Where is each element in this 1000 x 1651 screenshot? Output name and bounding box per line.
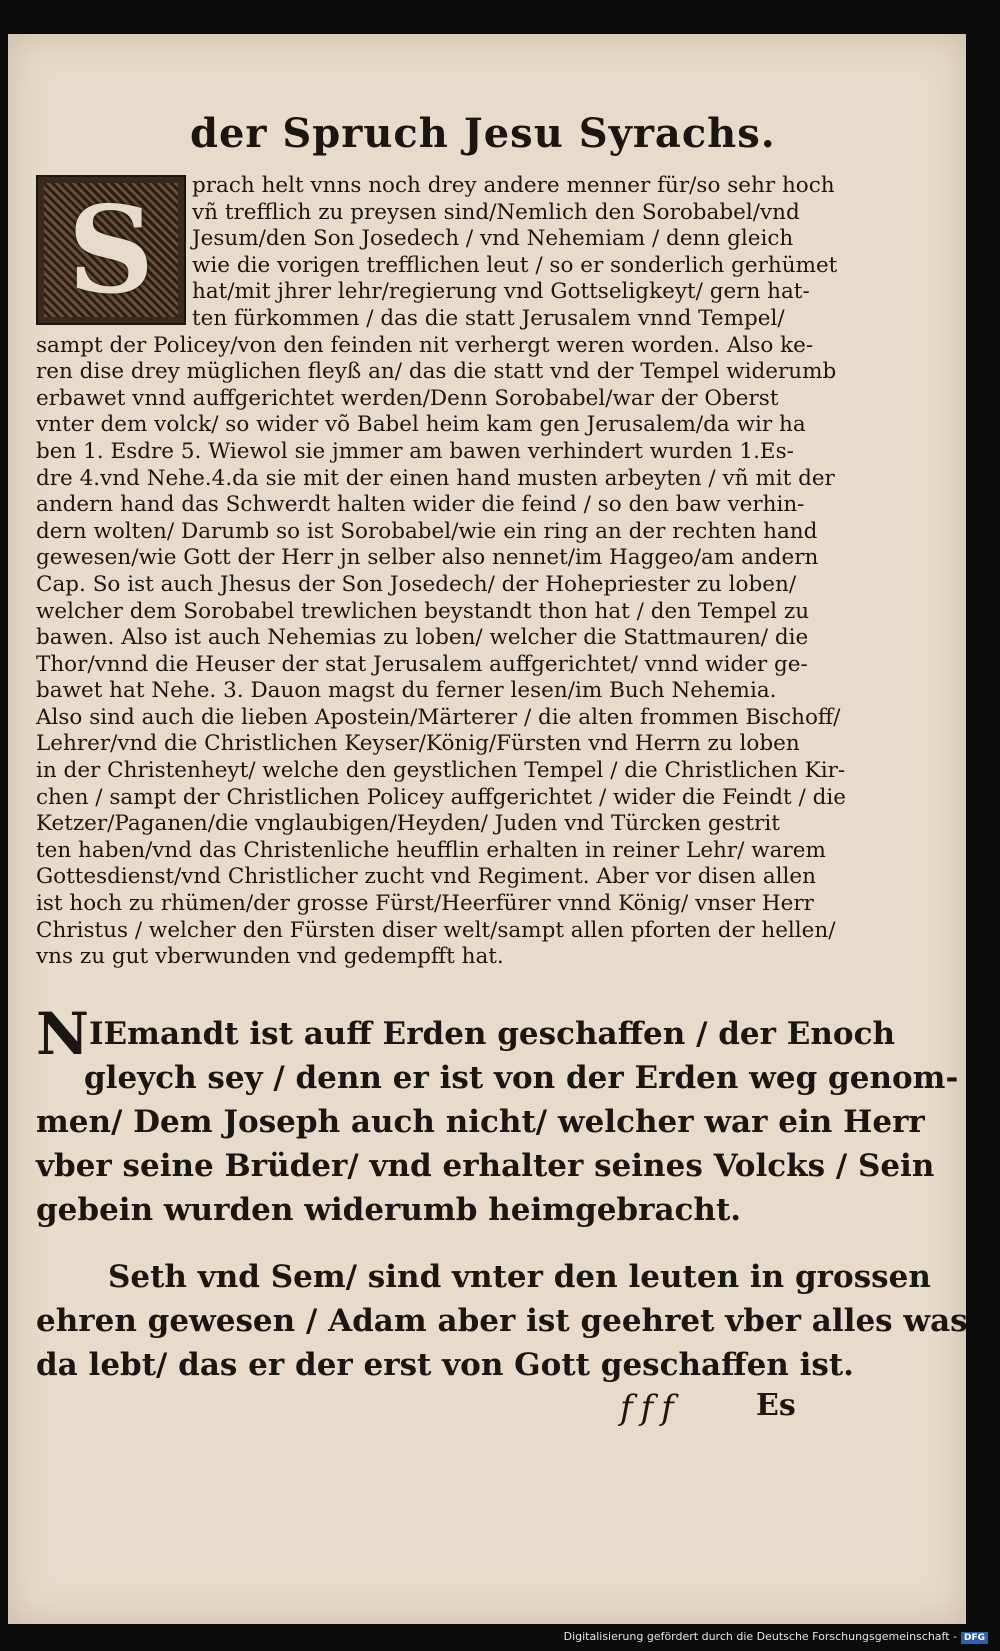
text-line: hat/mit jhrer lehr/regierung vnd Gottseligkeyt/ gern hat- — [192, 279, 810, 305]
text-line: bawen. Also ist auch Nehemias zu loben/ welcher die Stattmauren/ die — [36, 625, 809, 651]
text-line: Also sind auch die lieben Apostein/Märterer / die alten frommen Bischoff/ — [36, 704, 841, 730]
text-line: gleych sey / denn er ist von der Erden weg genom- — [84, 1060, 959, 1096]
text-line: Jesum/den Son Josedech / vnd Nehemiam / denn gleich — [192, 226, 794, 252]
text-segment: IEmandt ist auff Erden geschaffen / der Enoch — [89, 1016, 896, 1052]
text-line: Seth vnd Sem/ sind vnter den leuten in grossen — [108, 1259, 931, 1295]
paragraph-2 — [36, 1000, 959, 1232]
text-line: dern wolten/ Darumb so ist Sorobabel/wie ein ring an der rechten hand — [36, 518, 818, 544]
text-line: gebein wurden widerumb heimgebracht. — [36, 1192, 742, 1228]
text-line: chen / sampt der Christlichen Policey auffgerichtet / wider die Feindt / die — [36, 784, 846, 810]
text-line: erbawet vnnd auffgerichtet werden/Denn Sorobabel/war der Oberst — [36, 385, 779, 411]
text-line: vber seine Brüder/ vnd erhalter seines Volcks / Sein — [36, 1148, 935, 1184]
digitization-footer — [564, 1630, 988, 1644]
signature-mark: fff — [620, 1388, 682, 1428]
text-line: prach helt vnns noch drey andere menner für/so sehr hoch — [192, 173, 835, 198]
text-line: vnter dem volck/ so wider võ Babel heim kam gen Jerusalem/da wir ha — [36, 412, 806, 438]
text-line: Christus / welcher den Fürsten diser welt/sampt allen pforten der hellen/ — [36, 917, 836, 943]
dfg-logo: DFG — [961, 1632, 988, 1644]
text-line: gewesen/wie Gott der Herr jn selber also nennet/im Haggeo/am andern — [36, 545, 819, 571]
text-line: dre 4.vnd Nehe.4.da sie mit der einen hand musten arbeyten / vñ mit der — [36, 465, 835, 491]
text-line: da lebt/ das er der erst von Gott geschaffen ist. — [36, 1347, 854, 1383]
text-line: ehren gewesen / Adam aber ist geehret vber alles was — [36, 1303, 968, 1339]
text-line: Gottesdienst/vnd Christlicher zucht vnd Regiment. Aber vor disen allen — [36, 864, 816, 890]
text-line: ten fürkommen / das die statt Jerusalem vnnd Tempel/ — [192, 305, 785, 331]
footer-text: Digitalisierung gefördert durch die Deutsche Forschungsgemeinschaft - — [563, 1630, 957, 1643]
text-line: vñ trefflich zu preysen sind/Nemlich den Sorobabel/vnd — [192, 199, 800, 225]
text-line: ten haben/vnd das Christenliche heufflin erhalten in reiner Lehr/ warem — [36, 837, 826, 863]
text-line: Thor/vnnd die Heuser der stat Jerusalem auffgerichtet/ vnnd wider ge- — [36, 651, 808, 677]
catchword: Es — [756, 1388, 796, 1423]
text-line: Cap. So ist auch Jhesus der Son Josedech/ der Hohepriester zu loben/ — [36, 571, 797, 597]
text-line: andern hand das Schwerdt halten wider die feind / so den baw verhin- — [36, 492, 805, 518]
initial-letter: S — [67, 179, 155, 321]
text-line: ben 1. Esdre 5. Wiewol sie jmmer am bawen verhindert wurden 1.Es- — [36, 438, 794, 464]
paragraph-1 — [36, 173, 846, 971]
text-line: in der Christenheyt/ welche den geystlichen Tempel / die Christlichen Kir- — [36, 758, 846, 784]
paragraph-initial: N — [36, 1000, 90, 1068]
text-line: wie die vorigen trefflichen leut / so er sonderlich gerhümet — [192, 252, 838, 278]
text-line: ist hoch zu rhümen/der grosse Fürst/Heerfürer vnnd König/ vnser Herr — [36, 891, 814, 917]
paragraph-3 — [36, 1255, 968, 1387]
text-line: bawet hat Nehe. 3. Dauon magst du ferner lesen/im Buch Nehemia. — [36, 678, 777, 704]
text-line: vns zu gut vberwunden vnd gedempfft hat. — [36, 944, 504, 970]
text-line: men/ Dem Joseph auch nicht/ welcher war ein Herr — [36, 1104, 925, 1140]
text-line: Ketzer/Paganen/die vnglaubigen/Heyden/ Juden vnd Türcken gestrit — [36, 811, 780, 837]
text-line: sampt der Policey/von den feinden nit verhergt weren worden. Also ke- — [36, 332, 814, 358]
text-line — [36, 1000, 896, 1068]
running-head: der Spruch Jesu Syrachs. — [190, 110, 776, 157]
text-line: ren dise drey müglichen fleyß an/ das die statt vnd der Tempel widerumb — [36, 359, 837, 385]
text-line: welcher dem Sorobabel trewlichen beystandt thon hat / den Tempel zu — [36, 598, 810, 624]
text-line: Lehrer/vnd die Christlichen Keyser/König/Fürsten vnd Herrn zu loben — [36, 731, 800, 757]
